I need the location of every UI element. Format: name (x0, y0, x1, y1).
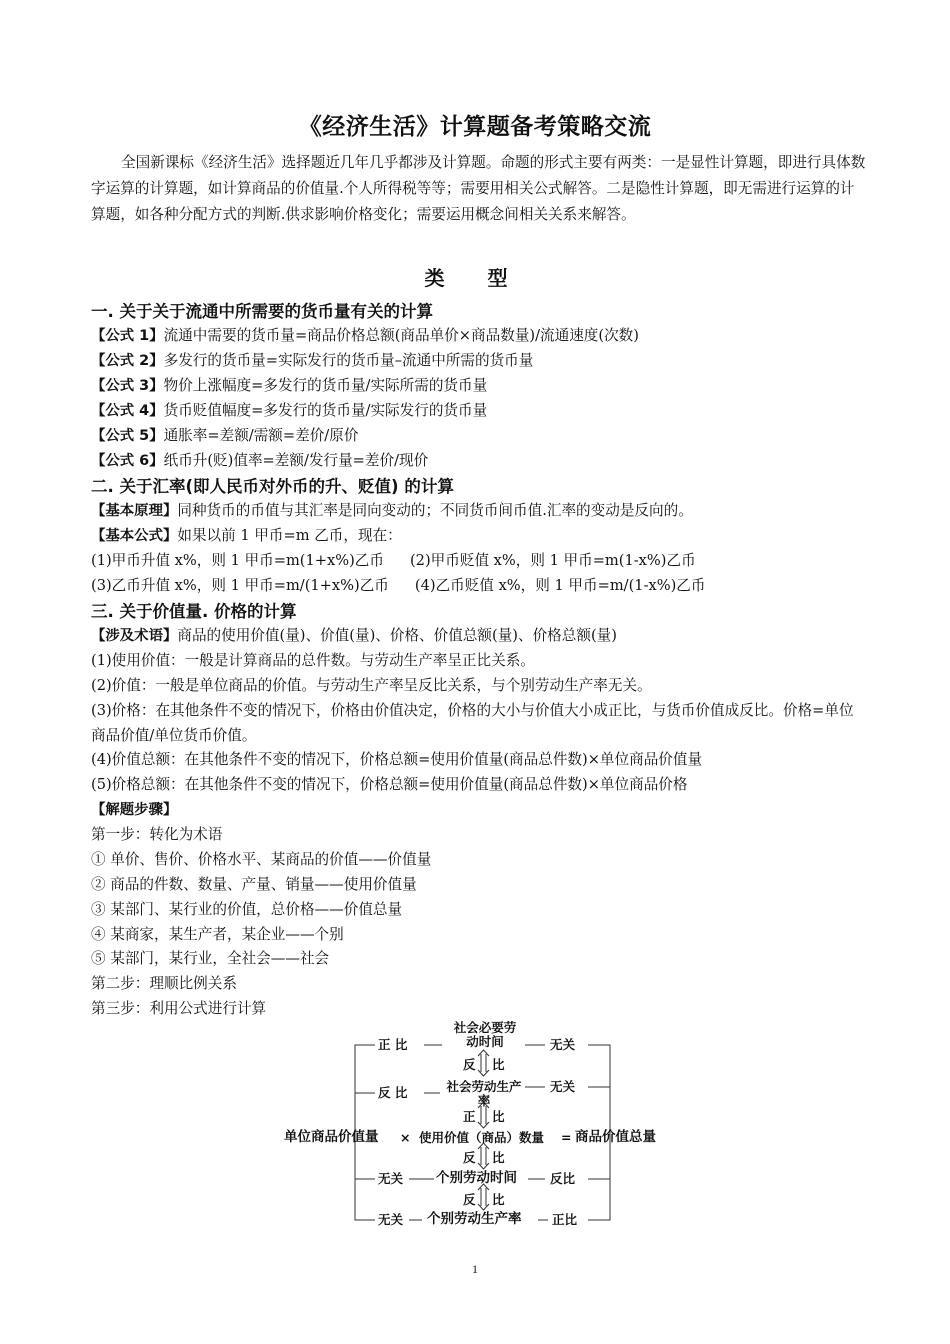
step-2: 第二步：理顺比例关系 (91, 975, 237, 992)
arrow3-label-left: 反 (463, 1150, 476, 1165)
formula-2: 【公式 2】多发行的货币量=实际发行的货币量–流通中所需的货币量 (91, 352, 534, 369)
term-item-1: (1)使用价值：一般是计算商品的总件数。与劳动生产率呈正比关系。 (91, 652, 535, 669)
node-individual-productivity: 个别劳动生产率 (427, 1211, 522, 1227)
formula-4: 【公式 4】货币贬值幅度=多发行的货币量/实际发行的货币量 (91, 402, 488, 419)
term-item-5: (5)价格总额：在其他条件不变的情况下，价格总额=使用价值量(商品总件数)×单位商品价格 (91, 776, 688, 793)
left-label-1: 正 比 (378, 1037, 408, 1052)
arrow1-label-left: 反 (463, 1057, 476, 1072)
section3-heading: 三. 关于价值量. 价格的计算 (91, 602, 297, 621)
document-title: 《经济生活》计算题备考策略交流 (298, 114, 652, 140)
formula-right-term: 商品价值总量 (575, 1129, 656, 1145)
arrow4-label-left: 反 (463, 1192, 476, 1207)
arrow4-label-right: 比 (492, 1192, 505, 1207)
step1-item-2: ② 商品的件数、数量、产量、销量——使用价值量 (91, 876, 417, 893)
node-individual-time: 个别劳动时间 (436, 1170, 517, 1186)
formula-3: 【公式 3】物价上涨幅度=多发行的货币量/实际所需的货币量 (91, 377, 488, 394)
formula-times: × (400, 1130, 411, 1145)
value-relation-diagram (270, 1012, 690, 1237)
subtitle-types: 类 型 (424, 266, 526, 290)
formula-equals: = (561, 1130, 572, 1145)
terms-line: 【涉及术语】商品的使用价值(量)、价值(量)、价格、价值总额(量)、价格总额(量) (91, 627, 617, 644)
formula-middle-term: 使用价值（商品）数量 (419, 1130, 545, 1145)
arrow2-label-left: 正 (463, 1109, 476, 1124)
formula-5: 【公式 5】通胀率=差额/需额=差价/原价 (91, 427, 359, 444)
right-label-1: 无关 (550, 1037, 576, 1052)
formula-1: 【公式 1】流通中需要的货币量=商品价格总额(商品单价×商品数量)/流通速度(次数) (91, 327, 639, 344)
basic-principle: 【基本原理】同种货币的币值与其汇率是同向变动的；不同货币间币值.汇率的变动是反向的。 (91, 502, 693, 519)
left-label-3: 无关 (378, 1171, 404, 1186)
steps-tag: 【解题步骤】 (91, 802, 178, 818)
node-social-productivity: 社会劳动生产率 (446, 1079, 522, 1108)
formula-left-term: 单位商品价值量 (284, 1129, 379, 1145)
step1-item-3: ③ 某部门、某行业的价值，总价格——价值总量 (91, 901, 403, 918)
section2-heading: 二. 关于汇率(即人民币对外币的升、贬值) 的计算 (91, 477, 454, 496)
step1-item-5: ⑤ 某部门，某行业，全社会——社会 (91, 950, 330, 967)
formula-6: 【公式 6】纸币升(贬)值率=差额/发行量=差价/现价 (91, 452, 429, 469)
left-label-4: 无关 (378, 1212, 404, 1227)
section1-heading: 一. 关于关于流通中所需要的货币量有关的计算 (91, 302, 434, 321)
arrow3-label-right: 比 (492, 1150, 505, 1165)
right-label-4: 正比 (552, 1212, 578, 1227)
page-number: 1 (472, 1262, 478, 1276)
exchange-row-2: (3)乙币升值 x%，则 1 甲币=m/(1+x%)乙币 (4)乙币贬值 x%，则 1 甲币=m/(1-x%)乙币 (91, 577, 706, 594)
step-3: 第三步：利用公式进行计算 (91, 1000, 267, 1017)
exchange-row-1: (1)甲币升值 x%，则 1 甲币=m(1+x%)乙币 (2)甲币贬值 x%，则 1 甲币=m(1-x%)乙币 (91, 552, 696, 569)
step1-item-1: ① 单价、售价、价格水平、某商品的价值——价值量 (91, 851, 432, 868)
arrow2-label-right: 比 (492, 1109, 505, 1124)
left-label-2: 反 比 (378, 1085, 408, 1100)
right-label-2: 无关 (550, 1079, 576, 1094)
arrow1-label-right: 比 (492, 1057, 505, 1072)
term-item-3: (3)价格：在其他条件不变的情况下，价格由价值决定，价格的大小与价值大小成正比，与货币价值成反比。价格=单位商品价值/单位货币价值。 (91, 702, 854, 744)
right-label-3: 反比 (550, 1171, 576, 1186)
node-social-necessary-time: 社会必要劳动时间 (453, 1020, 517, 1049)
intro-paragraph: 全国新课标《经济生活》选择题近几年几乎都涉及计算题。命题的形式主要有两类：一是显性计算题，即进行具体数字运算的计算题，如计算商品的价值量.个人所得税等等；需要用相关公式解答。二是隐性计算题，即无需进行运算的计算题，如各种分配方式的判断.供求影响价格变化；需要运用概念间相关关系来解答。 (91, 154, 866, 223)
basic-formula: 【基本公式】如果以前 1 甲币=m 乙币，现在： (91, 527, 402, 544)
step-1: 第一步：转化为术语 (91, 826, 223, 843)
term-item-4: (4)价值总额：在其他条件不变的情况下，价格总额=使用价值量(商品总件数)×单位商品价值量 (91, 751, 703, 768)
term-item-2: (2)价值：一般是单位商品的价值。与劳动生产率呈反比关系，与个别劳动生产率无关。 (91, 677, 652, 694)
step1-item-4: ④ 某商家，某生产者，某企业——个别 (91, 926, 344, 943)
